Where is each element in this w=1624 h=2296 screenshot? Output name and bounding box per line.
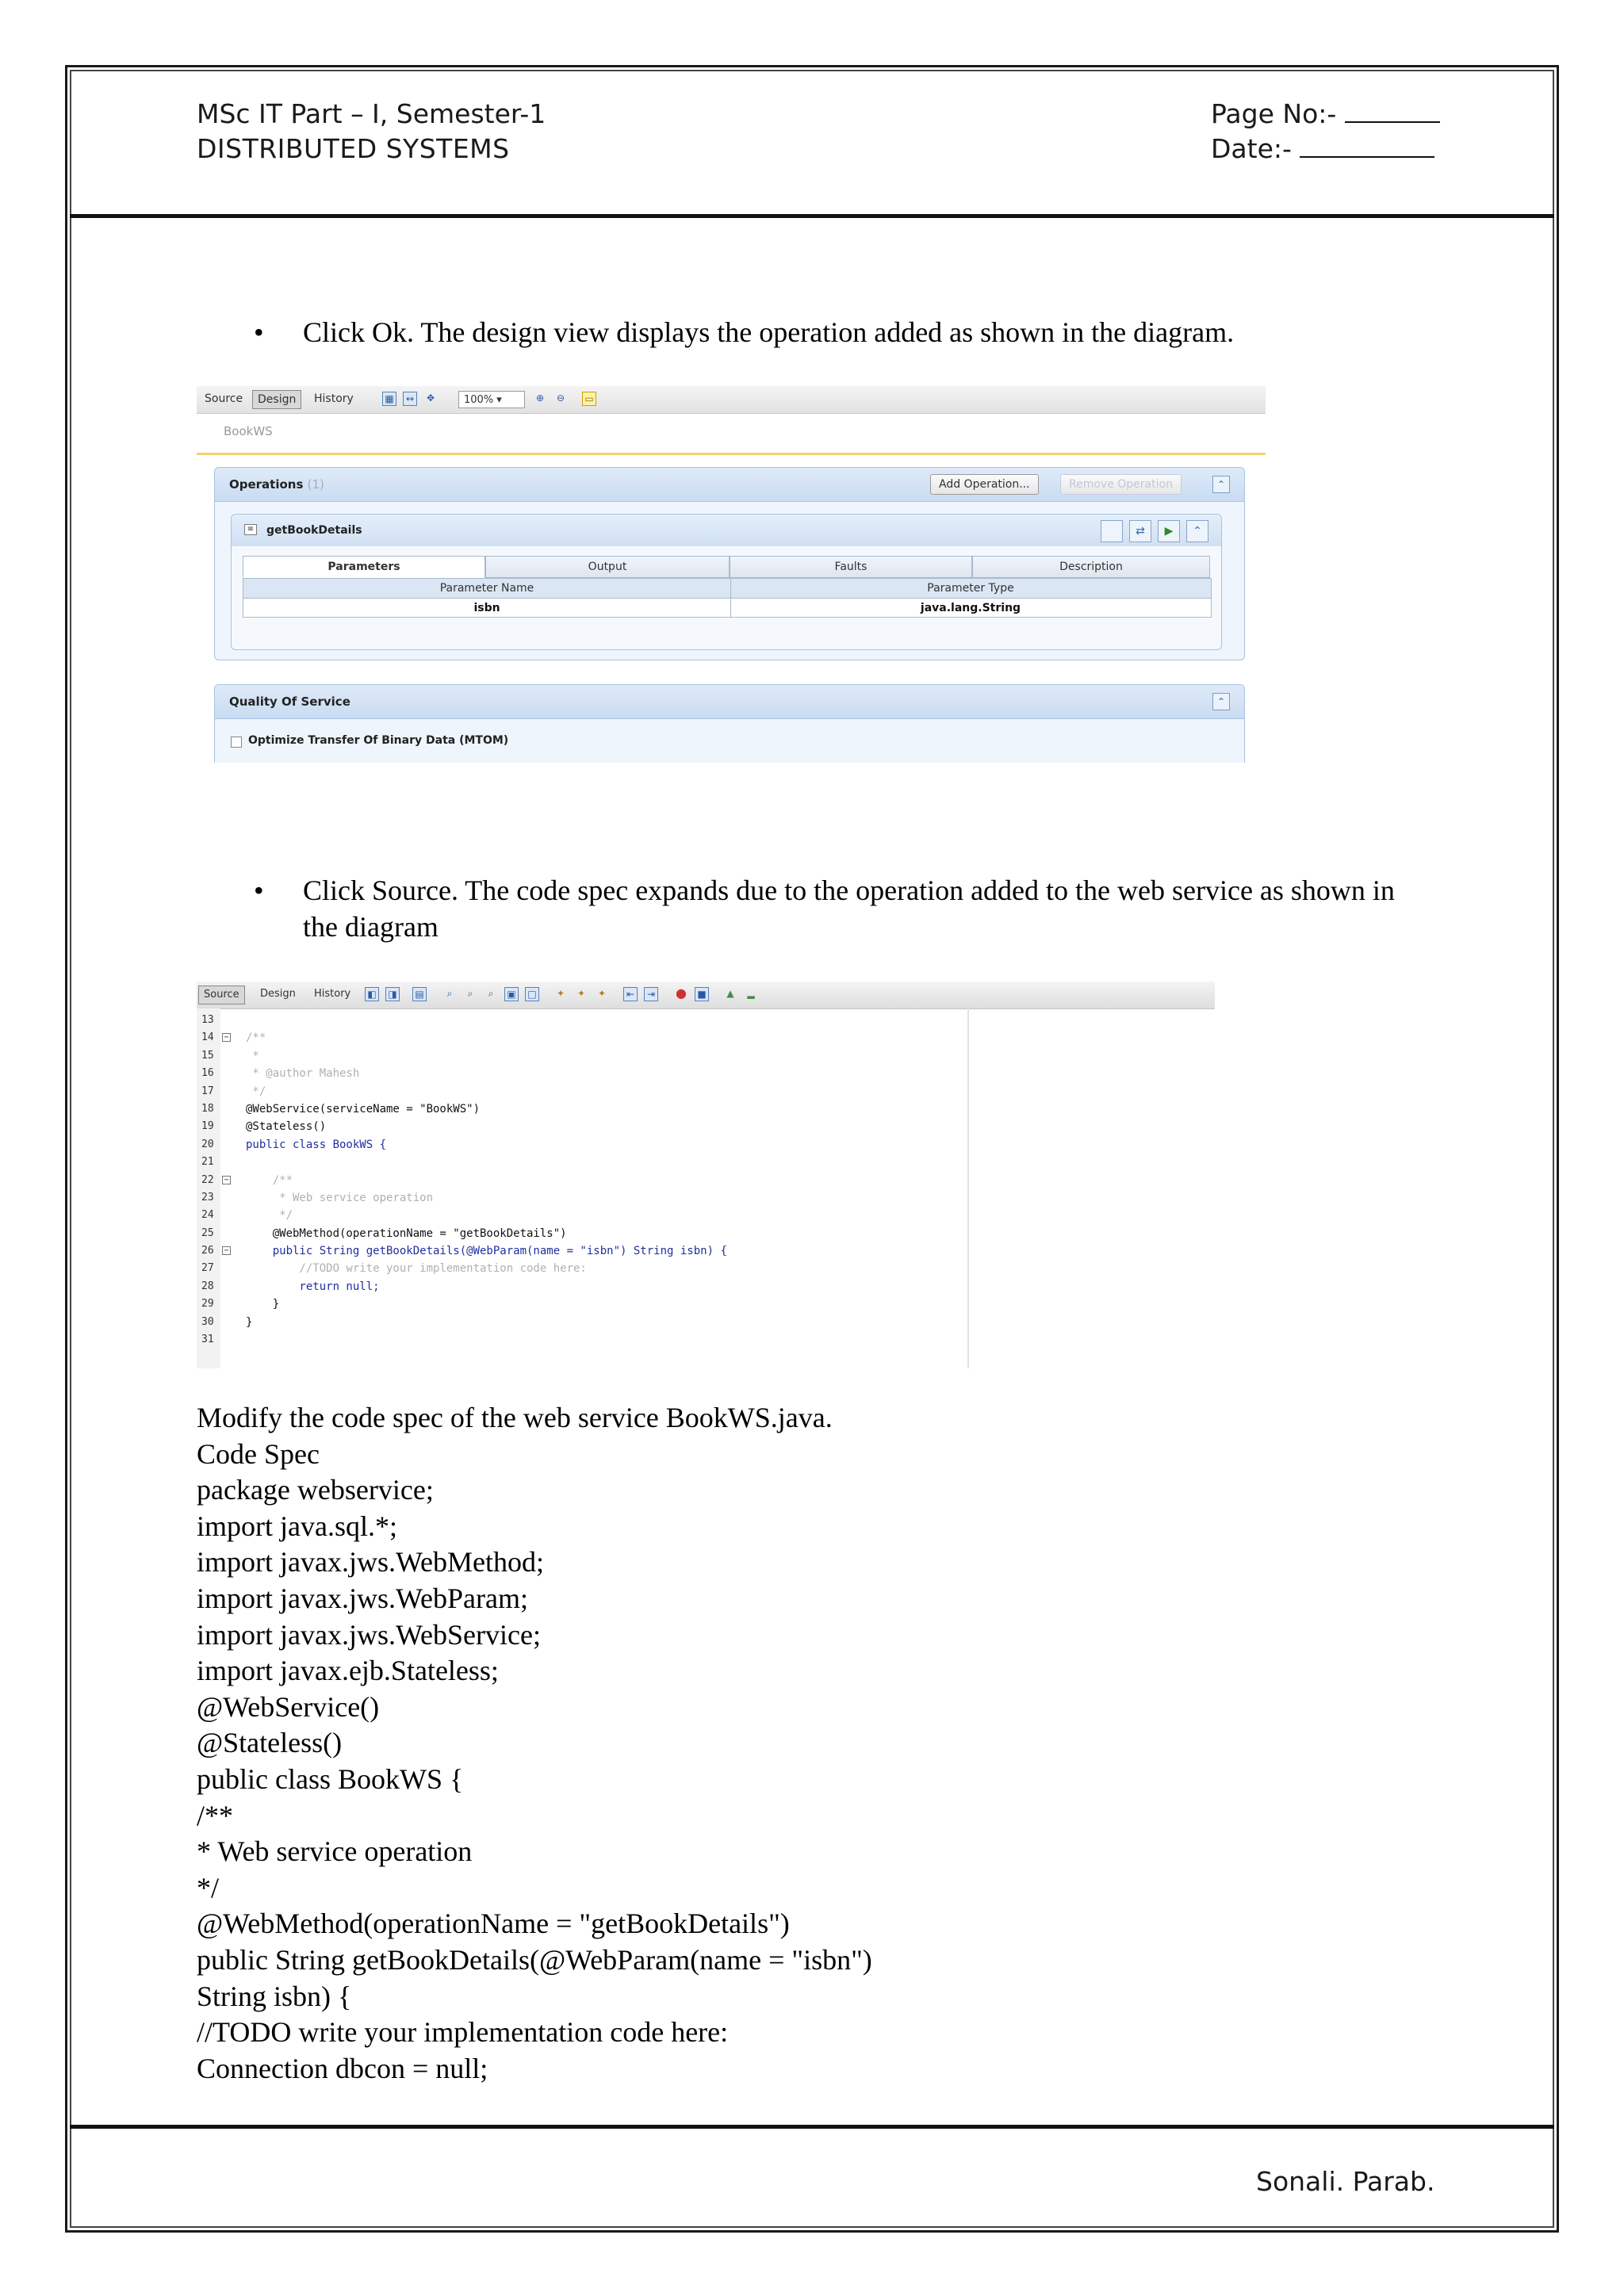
line-number: 24: [201, 1209, 214, 1222]
code-text: @WebMethod(operationName = "getBookDetails"): [246, 1226, 567, 1240]
line-number: 18: [201, 1102, 214, 1115]
line-number: 26: [201, 1245, 214, 1257]
header-highlight-line: [197, 453, 1266, 455]
line-number: 22: [201, 1173, 214, 1186]
qos-header: [215, 685, 1244, 719]
operations-panel: [214, 467, 1245, 660]
date-label: Date:-: [1211, 133, 1292, 164]
line-number: 20: [201, 1138, 214, 1150]
bullet-text: Click Source. The code spec expands due to the operation added to the web service as shown in the diagram: [303, 874, 1395, 943]
editor-toolbar: [197, 386, 1266, 414]
breadcrumb: BookWS: [224, 424, 273, 438]
code-text: /**: [246, 1173, 293, 1187]
fold-icon[interactable]: −: [222, 1176, 231, 1184]
line-number: 25: [201, 1226, 214, 1239]
line-number: 16: [201, 1067, 214, 1080]
find-prev-icon[interactable]: ⌕: [467, 988, 473, 999]
line-number: 17: [201, 1085, 214, 1097]
line-number: 19: [201, 1120, 214, 1133]
code-text: * Web service operation: [246, 1191, 434, 1204]
text-line: * Web service operation: [197, 1835, 473, 1868]
text-line: import javax.jws.WebParam;: [197, 1582, 529, 1614]
zoom-select[interactable]: 100% ▾: [458, 391, 525, 408]
table-row[interactable]: [243, 598, 1211, 617]
zoom-in-icon[interactable]: ⊕: [535, 392, 545, 404]
text-line: String isbn) {: [197, 1980, 352, 2012]
line-number: 28: [201, 1280, 214, 1292]
parameters-table: [243, 578, 1212, 618]
fold-icon[interactable]: −: [222, 1033, 231, 1042]
record-macro-icon[interactable]: ●: [676, 985, 687, 1001]
chart-icon[interactable]: ▂: [747, 988, 755, 999]
date-blank: [1300, 134, 1434, 158]
bullet-dot: •: [254, 316, 264, 348]
code-text: @WebService(serviceName = "BookWS"): [246, 1102, 481, 1115]
code-text: @Stateless(): [246, 1120, 327, 1134]
nav-icon[interactable]: ▤: [412, 987, 427, 1001]
line-number: 13: [201, 1014, 214, 1026]
tab-history[interactable]: History: [314, 392, 354, 405]
text-line: @WebService(): [197, 1690, 380, 1723]
text-line: @Stateless(): [197, 1727, 343, 1759]
code-text: *: [246, 1049, 259, 1062]
bullet-text: Click Ok. The design view displays the operation added as shown in the diagram.: [303, 316, 1235, 348]
text-line: Modify the code spec of the web service BookWS.java.: [197, 1402, 833, 1433]
line-number: 30: [201, 1315, 214, 1328]
collapse-operation-icon[interactable]: ⌃: [1186, 520, 1208, 542]
line-number: 29: [201, 1298, 214, 1311]
operation-tabs: [243, 556, 1210, 578]
line-number: 27: [201, 1262, 214, 1275]
bullet-dot: •: [254, 874, 264, 906]
tab-history[interactable]: History: [314, 988, 351, 1000]
code-text: return null;: [246, 1280, 380, 1293]
line-number: 21: [201, 1156, 214, 1169]
operation-name: getBookDetails: [266, 524, 362, 537]
footer-divider: [70, 2125, 1554, 2129]
text-line: public String getBookDetails(@WebParam(name = "isbn"): [197, 1943, 872, 1976]
source-view-screenshot: [197, 982, 1215, 1368]
source-toolbar: [197, 982, 1215, 1009]
toggle-selection-icon[interactable]: □: [525, 987, 539, 1001]
line-number: 23: [201, 1191, 214, 1203]
add-operation-button[interactable]: Add Operation...: [930, 474, 1039, 495]
tab-design[interactable]: Design: [252, 390, 301, 409]
text-line: @WebMethod(operationName = "getBookDetails"): [197, 1908, 790, 1940]
date-field: [1211, 133, 1434, 164]
go-to-source-icon[interactable]: ⇄: [1129, 520, 1151, 542]
tab-description[interactable]: Description: [972, 556, 1210, 578]
right-margin-line: [967, 1008, 969, 1368]
text-line: //TODO write your implementation code here:: [197, 2016, 729, 2049]
page-number-blank: [1345, 99, 1440, 123]
operations-header: [215, 468, 1244, 502]
code-text: //TODO write your implementation code here:: [246, 1262, 587, 1276]
line-number: 14: [201, 1031, 214, 1044]
page-number-label: Page No:-: [1211, 98, 1337, 129]
mtom-label: Optimize Transfer Of Binary Data (MTOM): [248, 734, 509, 747]
tab-output[interactable]: Output: [485, 556, 730, 578]
tab-source[interactable]: Source: [198, 985, 245, 1004]
bookmark-next-icon[interactable]: ✦: [576, 988, 586, 999]
comment-icon[interactable]: ▭: [582, 392, 596, 406]
code-text: /**: [246, 1031, 266, 1045]
operations-title: Operations (1): [229, 477, 324, 492]
fold-icon[interactable]: −: [222, 1246, 231, 1255]
run-test-icon[interactable]: ▲: [726, 988, 734, 999]
tab-design[interactable]: Design: [260, 988, 296, 1000]
qos-title: Quality Of Service: [229, 695, 350, 709]
parameter-name-cell[interactable]: isbn: [243, 598, 731, 618]
code-text: public class BookWS {: [246, 1138, 387, 1151]
text-line: Connection dbcon = null;: [197, 2052, 488, 2084]
text-line: package webservice;: [197, 1474, 434, 1506]
tab-parameters[interactable]: Parameters: [243, 556, 485, 578]
design-view-screenshot: [197, 385, 1266, 762]
code-text: public String getBookDetails(@WebParam(name = "isbn") String isbn) {: [246, 1245, 727, 1258]
text-line: import java.sql.*;: [197, 1510, 397, 1542]
back-icon[interactable]: ◧: [365, 987, 379, 1001]
find-icon[interactable]: ⌕: [446, 988, 453, 999]
code-text: */: [246, 1209, 293, 1223]
table-header-row: [243, 579, 1211, 598]
text-line: /**: [197, 1799, 234, 1831]
mtom-checkbox[interactable]: [231, 737, 242, 748]
find-next-icon[interactable]: ⌕: [488, 988, 494, 999]
code-text: * @author Mahesh: [246, 1067, 360, 1081]
subject-title: DISTRIBUTED SYSTEMS: [197, 133, 510, 164]
column-header-name: Parameter Name: [243, 579, 731, 598]
text-line: public class BookWS {: [197, 1762, 464, 1795]
collapse-icon[interactable]: ⌃: [1212, 476, 1230, 493]
fit-icon[interactable]: ▦: [382, 392, 396, 406]
code-text: }: [246, 1315, 253, 1329]
line-number: 31: [201, 1334, 214, 1346]
zoom-out-icon[interactable]: ⊖: [556, 392, 565, 404]
operation-icon: ≡: [244, 524, 257, 535]
pan-icon[interactable]: ✥: [426, 392, 435, 404]
operation-header: [232, 515, 1221, 546]
text-line: import javax.jws.WebService;: [197, 1618, 541, 1651]
blank-doc-icon[interactable]: [1101, 520, 1123, 542]
text-line: */: [197, 1871, 220, 1904]
line-number: 15: [201, 1049, 214, 1062]
code-text: }: [246, 1298, 280, 1311]
run-icon[interactable]: ▶: [1158, 520, 1180, 542]
course-title: MSc IT Part – I, Semester-1: [197, 98, 546, 129]
bookmark-toggle-icon[interactable]: ✦: [597, 988, 607, 999]
quality-of-service-panel: [214, 684, 1245, 763]
remove-operation-button[interactable]: Remove Operation: [1060, 474, 1182, 495]
page-number-field: [1211, 98, 1440, 129]
text-line: Code Spec: [197, 1437, 320, 1470]
operation-card: [231, 514, 1222, 650]
code-spec-text: [197, 1400, 1386, 2087]
toggle-highlight-icon[interactable]: ▣: [504, 987, 519, 1001]
bookmark-prev-icon[interactable]: ✦: [556, 988, 565, 999]
code-text: */: [246, 1085, 266, 1098]
expand-icon[interactable]: ↔: [403, 392, 417, 406]
forward-icon[interactable]: ◨: [385, 987, 400, 1001]
column-header-type: Parameter Type: [927, 582, 1014, 595]
tab-source[interactable]: Source: [205, 392, 243, 405]
text-line: import javax.ejb.Stateless;: [197, 1655, 499, 1687]
author-name: Sonali. Parab.: [1256, 2166, 1435, 2197]
parameter-type-cell[interactable]: java.lang.String: [730, 598, 1211, 618]
header-divider: [70, 214, 1554, 218]
text-line: import javax.jws.WebMethod;: [197, 1546, 545, 1578]
shift-right-icon[interactable]: ⇥: [644, 987, 658, 1001]
shift-left-icon[interactable]: ⇤: [623, 987, 638, 1001]
stop-macro-icon[interactable]: ■: [695, 987, 709, 1001]
qos-collapse-icon[interactable]: ⌃: [1212, 693, 1230, 710]
tab-faults[interactable]: Faults: [730, 556, 972, 578]
